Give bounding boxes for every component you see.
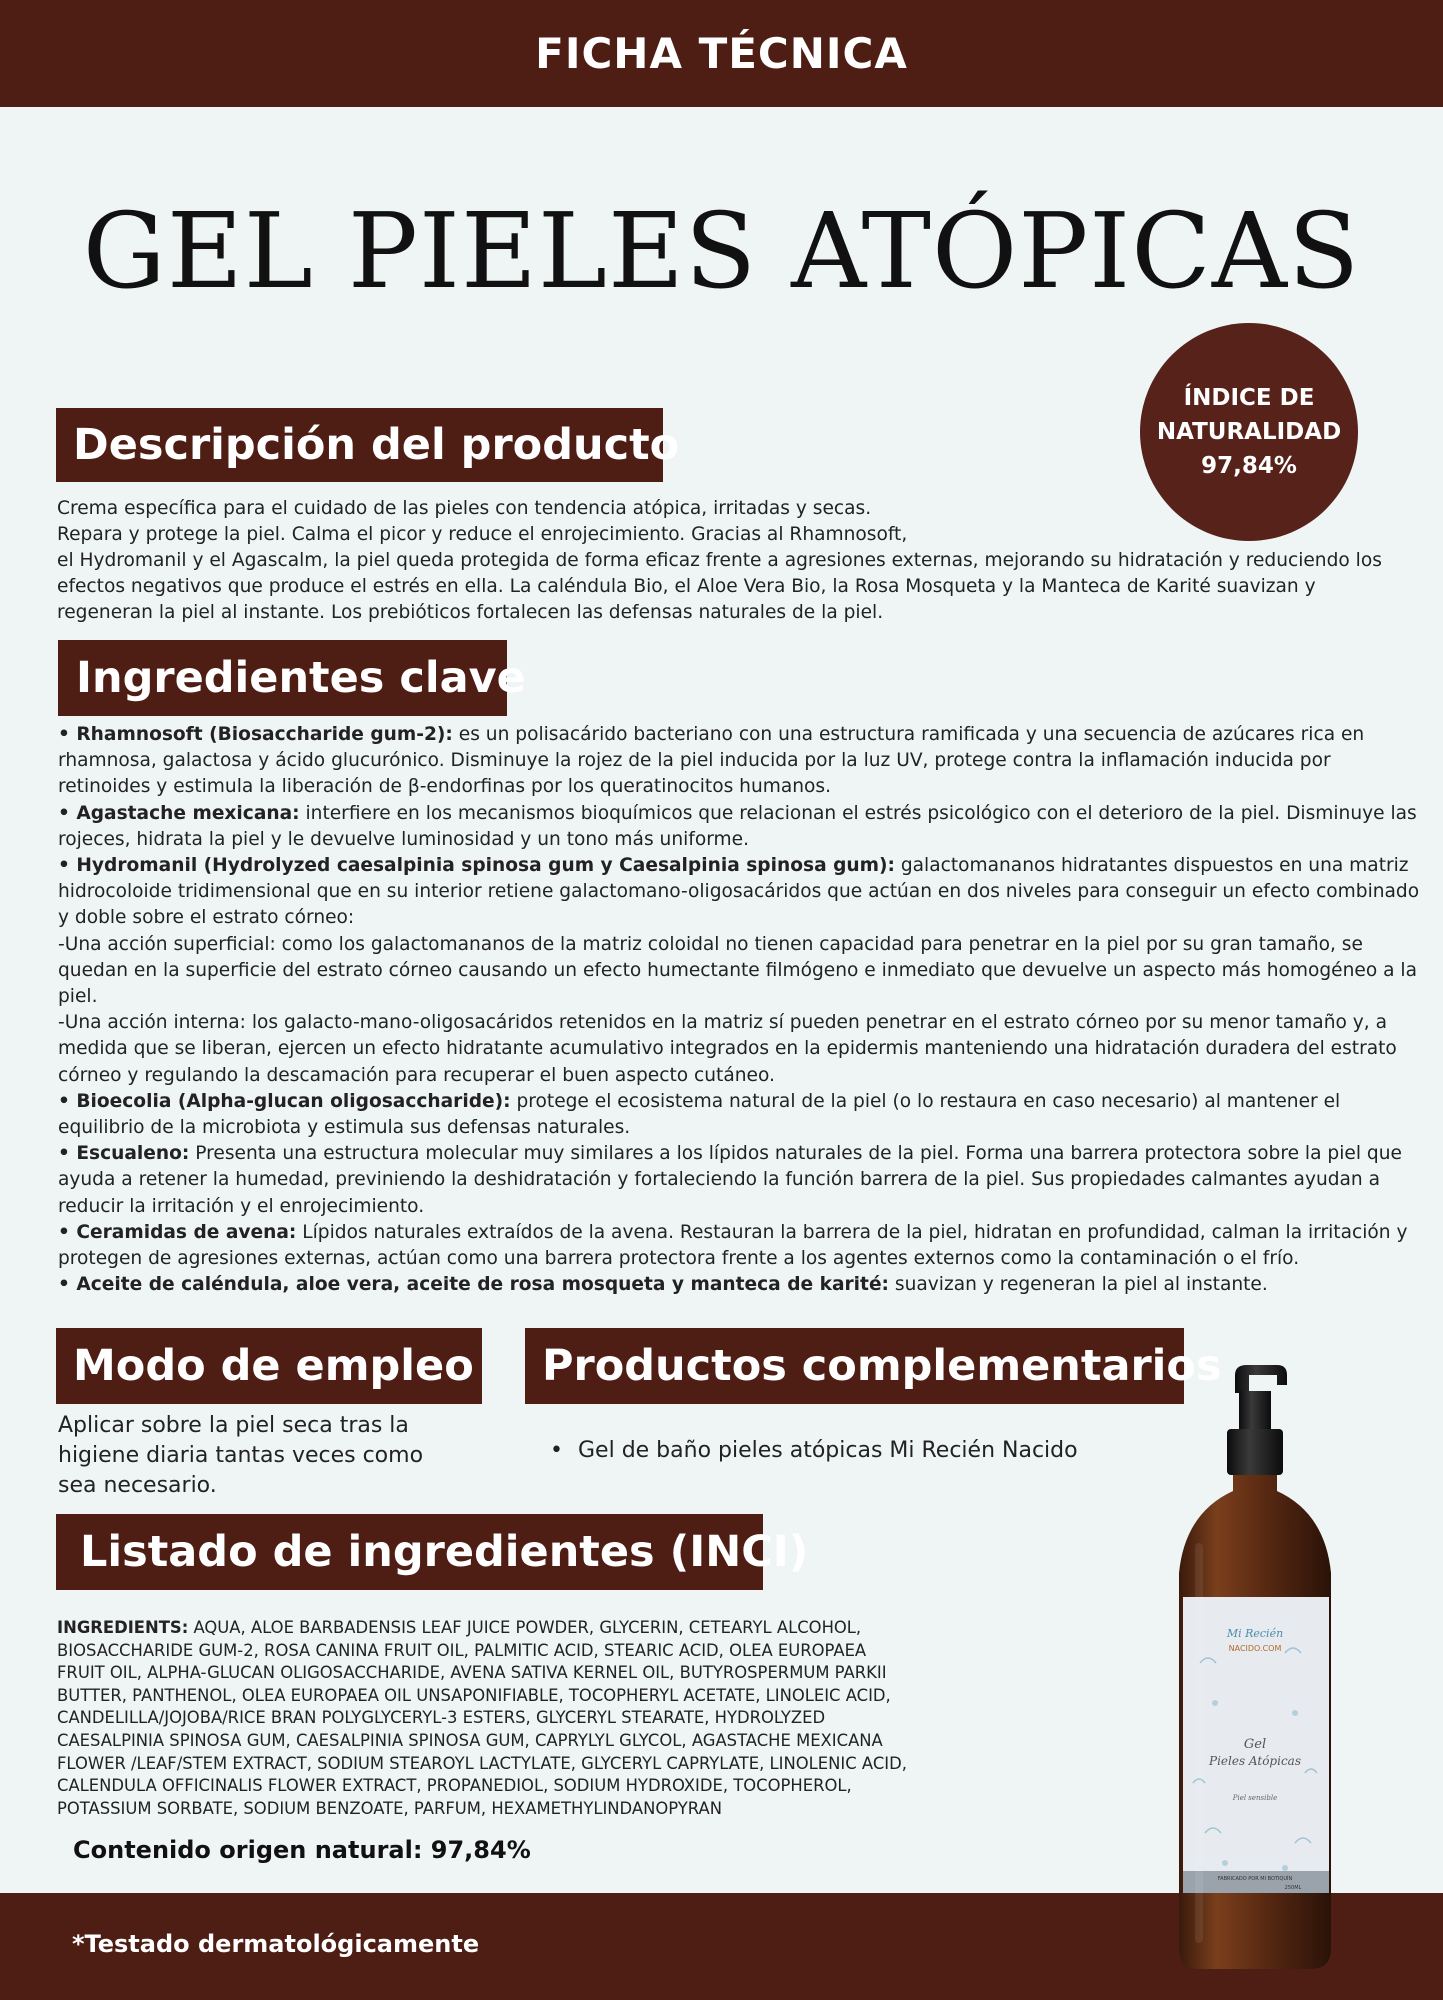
bottle-sub: Piel sensible: [1232, 1794, 1278, 1802]
ingredient-item: [58, 932, 1420, 1011]
complementary-heading: [525, 1328, 1222, 1404]
description-line: Repara y protege la piel. Calma el picor y reduce el enrojecimiento. Gracias al Rhamnosoft,: [57, 524, 908, 545]
product-bottle-image: [1165, 1363, 1345, 1971]
ingredient-name: • Bioecolia (Alpha-glucan oligosaccharide):: [58, 1090, 511, 1112]
ingredient-text: -Una acción interna: los galacto-mano-oligosacáridos retenidos en la matriz sí pueden penetrar en el estrato córneo por su menor tamaño y, a medida que se liberan, ejercen un efecto hidratante acumulativo integrados en la epidermis manteniendo una hidratación duradera del estrato córneo y regulando la descamación para recuperar el buen aspecto cutáneo.: [58, 1012, 1397, 1086]
badge-value: 97,84%: [1201, 453, 1297, 479]
usage-heading: [56, 1328, 482, 1404]
footer-note: *Testado dermatológicamente: [72, 1930, 480, 1958]
description-line: Crema específica para el cuidado de las pieles con tendencia atópica, irritadas y secas.: [57, 498, 872, 519]
ingredient-item: [58, 1141, 1420, 1220]
inci-label: INGREDIENTS:: [57, 1618, 189, 1637]
complementary-list: [550, 1436, 1150, 1466]
pump-collar: [1227, 1429, 1283, 1475]
ingredient-name: • Ceramidas de avena:: [58, 1221, 297, 1243]
description-text: [57, 496, 1417, 626]
pump-nozzle: [1235, 1365, 1287, 1393]
bottle-product-line1: Gel: [1243, 1737, 1267, 1752]
ingredient-name: • Agastache mexicana:: [58, 802, 300, 824]
ingredient-text: suavizan y regeneran la piel al instante.: [889, 1274, 1268, 1296]
inci-heading: [56, 1514, 809, 1590]
badge-line2: NATURALIDAD: [1156, 419, 1342, 445]
usage-text: Aplicar sobre la piel seca tras la higiene diaria tantas veces como sea necesario.: [58, 1413, 424, 1498]
ingredient-text: protege el ecosistema natural de la piel (o lo restaura en caso necesario) al mantener el equilibrio de la microbiota y estimula sus defensas naturales.: [58, 1090, 1341, 1139]
natural-content: Contenido origen natural: 97,84%: [73, 1836, 531, 1864]
ingredient-text: -Una acción superficial: como los galactomananos de la matriz coloidal no tienen capacidad para penetrar en la piel por su gran tamaño, se quedan en la superficie del estrato córneo causando un efecto humectante filmógeno e inmediato que devuelve un aspecto más homogéneo a la piel.: [58, 933, 1417, 1008]
description-heading-label: Descripción del producto: [73, 420, 680, 470]
bottle-label-band: [1183, 1871, 1329, 1893]
bottle-highlight: [1195, 1543, 1203, 1943]
ingredient-name: • Rhamnosoft (Biosaccharide gum-2):: [58, 724, 453, 745]
bottle-brand-line1: Mi Recién: [1226, 1627, 1284, 1640]
inci-heading-label: Listado de ingredientes (INCI): [80, 1527, 809, 1577]
bottle-product-line2: Pieles Atópicas: [1209, 1754, 1301, 1768]
pump-stem: [1239, 1391, 1271, 1431]
inci-list: [57, 1617, 917, 1820]
ingredients-heading-label: Ingredientes clave: [76, 653, 526, 703]
product-title: GEL PIELES ATÓPICAS: [82, 190, 1361, 312]
ingredient-item: [58, 1272, 1420, 1298]
ingredient-text: Lípidos naturales extraídos de la avena. Restauran la barrera de la piel, hidratan en profundidad, calman la irritación y protegen de agresiones externas, actúan como una barrera protectora frente a los agentes externos como la contaminación o el frío.: [58, 1221, 1408, 1270]
ingredient-text: interfiere en los mecanismos bioquímicos que relacionan el estrés psicológico con el deterioro de la piel. Disminuye las rojeces, hidrata la piel y le devuelve luminosidad y un tono más uniforme.: [58, 802, 1417, 850]
badge-line1: ÍNDICE DE: [1183, 385, 1315, 411]
ingredient-item: [58, 853, 1420, 932]
ingredient-item: [58, 1220, 1420, 1272]
ingredient-text: Presenta una estructura molecular muy similares a los lípidos naturales de la piel. Forma una barrera protectora sobre la piel que ayuda a retener la humedad, previniendo la deshidratación y fortaleciendo la función barrera de la piel. Sus propiedades calmantes ayudan a reducir la irritación y el enrojecimiento.: [58, 1143, 1402, 1217]
ingredient-name: • Hydromanil (Hydrolyzed caesalpinia spinosa gum y Caesalpinia spinosa gum):: [58, 855, 895, 877]
ingredients-list: [58, 722, 1420, 1298]
ingredient-text: galactomananos hidratantes dispuestos en una matriz hidrocoloide tridimensional que en su interior retiene galactomano-oligosacáridos que actúan en dos niveles para conseguir un efecto combinado y doble sobre el estrato córneo:: [58, 855, 1420, 929]
description-line: el Hydromanil y el Agascalm, la piel queda protegida de forma eficaz frente a agresiones externas, mejorando su hidratación y reduciendo los efectos negativos que produce el estrés en ella. La caléndula Bio, el Aloe Vera Bio, la Rosa Mosqueta y la Manteca de Karité suavizan y regeneran la piel al instante. Los prebióticos fortalecen las defensas naturales de la piel.: [57, 550, 1382, 623]
ingredient-item: [58, 801, 1420, 853]
ingredient-name: • Escualeno:: [58, 1143, 190, 1165]
ingredient-text: es un polisacárido bacteriano con una estructura ramificada y una secuencia de azúcares rica en rhamnosa, galactosa y ácido glucurónico. Disminuye la rojez de la piel inducida por la luz UV, protege contra la inflamación inducida por retinoides y estimula la liberación de β-endorfinas por los queratinocitos humanos.: [58, 724, 1365, 798]
header-title: FICHA TÉCNICA: [535, 29, 908, 78]
ingredient-item: [58, 1010, 1420, 1089]
bottle-band-text: FABRICADO POR MI BOTIQUÍN: [1217, 1876, 1293, 1882]
bottle-brand-line2: NACIDO.COM: [1228, 1644, 1282, 1653]
header-bar: [0, 0, 1443, 107]
ingredient-name: • Aceite de caléndula, aloe vera, aceite de rosa mosqueta y manteca de karité:: [58, 1274, 889, 1296]
ingredient-item: [58, 1089, 1420, 1141]
bottle-volume: 250ML: [1284, 1885, 1302, 1891]
description-heading: [56, 408, 680, 482]
complementary-heading-label: Productos complementarios: [542, 1341, 1222, 1391]
usage-heading-label: Modo de empleo: [73, 1341, 474, 1391]
complementary-item: • Gel de baño pieles atópicas Mi Recién Nacido: [550, 1436, 1150, 1466]
ingredients-heading: [58, 640, 526, 716]
inci-text: AQUA, ALOE BARBADENSIS LEAF JUICE POWDER, GLYCERIN, CETEARYL ALCOHOL, BIOSACCHARIDE GUM-2, ROSA CANINA FRUIT OIL, PALMITIC ACID, STEARIC ACID, OLEA EUROPAEA FRUIT OIL, ALPHA-GLUCAN OLIGOSACCHARIDE, AVENA SATIVA KERNEL OIL, BUTYROSPERMUM PARKII BUTTER, PANTHENOL, OLEA EUROPAEA OIL UNSAPONIFIABLE, TOCOPHERYL ACETATE, LINOLEIC ACID, CANDELILLA/JOJOBA/RICE BRAN POLYGLYCERYL-3 ESTERS, GLYCERYL STEARATE, HYDROLYZED CAESALPINIA SPINOSA GUM, CAESALPINIA SPINOSA GUM, CAPRYLYL GLYCOL, AGASTACHE MEXICANA FLOWER /LEAF/STEM EXTRACT, SODIUM STEAROYL LACTYLATE, GLYCERYL CAPRYLATE, LINOLENIC ACID, CALENDULA OFFICINALIS FLOWER EXTRACT, PROPANEDIOL, SODIUM HYDROXIDE, TOCOPHEROL, POTASSIUM SORBATE, SODIUM BENZOATE, PARFUM, HEXAMETHYLINDANOPYRAN: [57, 1618, 907, 1818]
ingredient-item: [58, 722, 1420, 801]
